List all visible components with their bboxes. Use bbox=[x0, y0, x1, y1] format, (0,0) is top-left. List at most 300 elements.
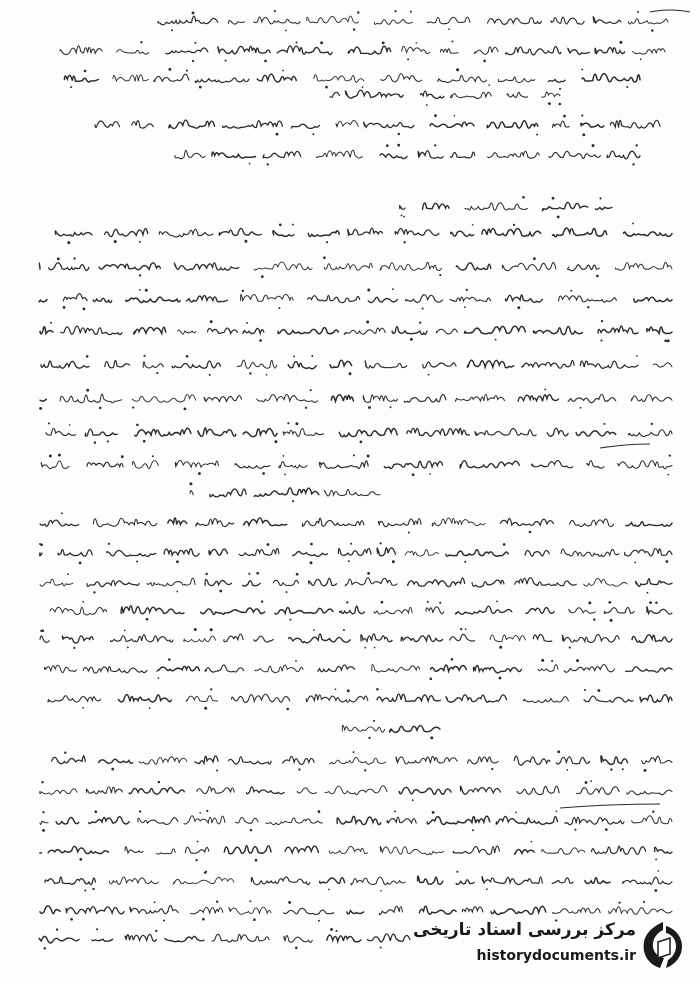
ink-stroke bbox=[239, 548, 279, 555]
handwritten-line bbox=[45, 870, 672, 892]
ink-stroke bbox=[390, 726, 440, 733]
ink-dot bbox=[274, 10, 276, 12]
ink-stroke bbox=[384, 461, 442, 468]
ink-stroke bbox=[320, 878, 345, 884]
ink-dot bbox=[127, 646, 129, 648]
ink-dot bbox=[381, 601, 384, 604]
ink-stroke bbox=[339, 428, 397, 436]
ink-dot bbox=[548, 102, 551, 105]
ink-stroke bbox=[190, 491, 193, 495]
ink-stroke bbox=[48, 696, 101, 702]
ink-dot bbox=[408, 532, 410, 534]
ink-dot bbox=[313, 629, 315, 631]
ink-dot bbox=[278, 307, 280, 309]
ink-stroke bbox=[406, 295, 443, 303]
ink-dot bbox=[566, 769, 568, 771]
ink-dot bbox=[140, 41, 142, 43]
ink-stroke bbox=[553, 121, 570, 127]
ink-stroke bbox=[584, 578, 628, 586]
handwritten-line bbox=[40, 572, 672, 594]
ink-stroke bbox=[83, 667, 147, 674]
ink-stroke bbox=[158, 16, 218, 25]
ink-dot bbox=[667, 474, 669, 476]
ink-dot bbox=[279, 223, 282, 226]
ink-dot bbox=[643, 901, 645, 903]
ink-dot bbox=[394, 810, 396, 812]
ink-dot bbox=[64, 751, 66, 753]
ink-stroke bbox=[105, 360, 130, 367]
ink-stroke bbox=[184, 636, 216, 642]
ink-dot bbox=[666, 560, 669, 563]
ink-stroke bbox=[507, 92, 528, 97]
ink-stroke bbox=[307, 16, 359, 23]
ink-dot bbox=[114, 240, 117, 243]
ink-stroke bbox=[237, 360, 276, 368]
ink-stroke bbox=[40, 579, 73, 586]
ink-stroke bbox=[380, 846, 443, 854]
ink-dot bbox=[111, 768, 114, 771]
ink-stroke bbox=[156, 849, 175, 854]
ink-stroke bbox=[647, 327, 672, 333]
ink-stroke bbox=[229, 907, 271, 914]
ink-dot bbox=[603, 423, 605, 425]
ink-dot bbox=[186, 70, 188, 72]
ink-stroke bbox=[263, 151, 301, 157]
ink-dot bbox=[259, 339, 262, 342]
ink-dot bbox=[124, 630, 126, 632]
ink-dot bbox=[597, 689, 600, 692]
ink-dot bbox=[593, 618, 595, 620]
ink-dot bbox=[330, 928, 333, 931]
ink-stroke bbox=[632, 635, 672, 643]
ink-stroke bbox=[164, 549, 199, 557]
ink-stroke bbox=[125, 934, 156, 941]
ink-stroke bbox=[542, 92, 560, 98]
ink-dot bbox=[637, 11, 639, 13]
ink-dot bbox=[250, 829, 252, 831]
ink-stroke bbox=[564, 665, 614, 673]
ink-stroke bbox=[631, 395, 672, 402]
ink-dot bbox=[288, 901, 291, 904]
ink-dot bbox=[335, 930, 337, 932]
handwritten-line bbox=[330, 84, 561, 106]
ink-dot bbox=[596, 275, 599, 278]
ink-dot bbox=[156, 372, 158, 374]
ink-stroke bbox=[431, 665, 467, 671]
ink-dot bbox=[143, 440, 146, 443]
ink-dot bbox=[312, 133, 314, 135]
watermark bbox=[413, 916, 688, 974]
ink-dot bbox=[581, 115, 583, 117]
ink-dot bbox=[430, 736, 433, 739]
ink-stroke bbox=[421, 91, 444, 98]
ink-stroke bbox=[118, 695, 171, 702]
ink-dot bbox=[84, 889, 86, 891]
ink-stroke bbox=[542, 848, 585, 854]
ink-stroke bbox=[85, 429, 117, 436]
ink-dot bbox=[343, 629, 345, 631]
ink-dot bbox=[93, 591, 95, 593]
ink-dot bbox=[367, 572, 370, 575]
ink-dot bbox=[242, 290, 244, 292]
ink-dot bbox=[651, 29, 654, 32]
ink-stroke bbox=[422, 203, 449, 209]
ink-dot bbox=[69, 424, 71, 426]
ink-stroke bbox=[401, 635, 443, 641]
ink-stroke bbox=[450, 297, 491, 301]
ink-dot bbox=[610, 768, 612, 770]
ink-stroke bbox=[446, 695, 507, 702]
ink-stroke bbox=[184, 816, 225, 824]
ink-stroke bbox=[514, 756, 550, 765]
ink-dot bbox=[419, 321, 421, 323]
ink-stroke bbox=[344, 328, 385, 334]
ink-dot bbox=[296, 573, 299, 576]
ink-stroke bbox=[474, 47, 498, 55]
ink-dot bbox=[397, 144, 400, 147]
ink-stroke bbox=[232, 694, 290, 702]
ink-dot bbox=[154, 901, 156, 903]
ink-dot bbox=[310, 561, 313, 564]
ink-stroke bbox=[191, 907, 223, 913]
ink-dot bbox=[364, 647, 366, 649]
ink-stroke bbox=[475, 428, 536, 435]
ink-stroke bbox=[224, 846, 271, 854]
ink-dot bbox=[646, 592, 648, 594]
ink-stroke bbox=[377, 548, 395, 556]
ink-stroke bbox=[186, 296, 227, 302]
ink-dot bbox=[667, 339, 670, 342]
ink-dot bbox=[261, 600, 263, 602]
ink-stroke bbox=[224, 634, 243, 641]
ink-dot bbox=[427, 601, 429, 603]
ink-dot bbox=[286, 708, 289, 711]
ink-stroke bbox=[441, 49, 459, 53]
ink-stroke bbox=[293, 552, 327, 557]
ink-dot bbox=[380, 890, 382, 892]
ink-dot bbox=[216, 901, 218, 903]
ink-stroke bbox=[569, 608, 596, 613]
ink-stroke bbox=[455, 394, 504, 401]
ink-dot bbox=[456, 68, 459, 71]
ink-dot bbox=[386, 144, 389, 147]
ink-stroke bbox=[615, 262, 672, 270]
ink-dot bbox=[139, 289, 141, 291]
ink-dot bbox=[335, 689, 337, 691]
ink-dot bbox=[191, 483, 193, 485]
ink-dot bbox=[216, 769, 218, 771]
ink-stroke bbox=[297, 788, 316, 794]
ink-dot bbox=[600, 198, 602, 200]
ink-stroke bbox=[168, 518, 187, 525]
ink-stroke bbox=[243, 429, 277, 437]
ink-stroke bbox=[465, 203, 527, 211]
ink-dot bbox=[284, 474, 286, 476]
ink-dot bbox=[155, 930, 157, 932]
ink-stroke bbox=[482, 229, 541, 237]
ink-dot bbox=[287, 422, 289, 424]
ink-dot bbox=[283, 455, 285, 457]
ink-dot bbox=[634, 561, 636, 563]
ink-dot bbox=[574, 829, 576, 831]
ink-dot bbox=[171, 29, 173, 31]
ink-stroke bbox=[340, 606, 365, 614]
ink-dot bbox=[410, 11, 412, 13]
ink-stroke bbox=[40, 789, 77, 794]
ink-dot bbox=[350, 543, 352, 545]
ink-dot bbox=[256, 572, 259, 575]
ink-stroke bbox=[218, 46, 270, 54]
ink-stroke bbox=[407, 578, 464, 587]
ink-dot bbox=[581, 68, 583, 70]
ink-stroke bbox=[40, 553, 42, 556]
ink-stroke bbox=[568, 48, 589, 54]
ink-stroke bbox=[175, 150, 205, 158]
ink-stroke bbox=[482, 877, 542, 885]
ink-dot bbox=[472, 224, 474, 226]
ink-dot bbox=[439, 602, 441, 604]
ink-stroke bbox=[283, 756, 315, 764]
ink-dot bbox=[465, 628, 467, 630]
ink-stroke bbox=[64, 75, 98, 82]
ink-dot bbox=[499, 646, 502, 649]
ink-stroke bbox=[565, 817, 624, 825]
ink-stroke bbox=[147, 578, 195, 586]
ink-dot bbox=[495, 339, 497, 341]
ink-stroke bbox=[235, 817, 258, 823]
ink-stroke bbox=[380, 262, 441, 270]
ink-dot bbox=[464, 306, 466, 308]
ink-stroke bbox=[533, 326, 582, 334]
ink-dot bbox=[163, 919, 165, 921]
ink-dot bbox=[176, 560, 179, 563]
ink-dot bbox=[585, 781, 588, 784]
handwritten-line bbox=[39, 928, 410, 950]
ink-stroke bbox=[399, 206, 405, 210]
ink-stroke bbox=[208, 328, 238, 333]
ink-stroke bbox=[165, 936, 204, 941]
ink-dot bbox=[483, 60, 486, 63]
ink-dot bbox=[559, 103, 562, 106]
handwritten-line bbox=[50, 600, 672, 622]
ink-dot bbox=[320, 41, 323, 44]
ink-stroke bbox=[178, 330, 196, 334]
ink-stroke bbox=[95, 121, 120, 128]
ink-dot bbox=[267, 163, 269, 165]
ink-dot bbox=[295, 660, 297, 662]
ink-dot bbox=[42, 630, 45, 633]
ink-stroke bbox=[345, 90, 403, 98]
ink-stroke bbox=[580, 361, 638, 368]
ink-stroke bbox=[601, 756, 628, 765]
ink-dot bbox=[286, 591, 288, 593]
ink-stroke bbox=[407, 428, 470, 436]
ink-dot bbox=[654, 889, 657, 892]
ink-stroke bbox=[625, 548, 672, 556]
ink-dot bbox=[210, 688, 212, 690]
ink-dot bbox=[267, 543, 270, 546]
ink-stroke bbox=[453, 846, 499, 854]
ink-stroke bbox=[532, 460, 573, 467]
ink-stroke bbox=[254, 262, 312, 270]
ink-dot bbox=[584, 689, 586, 691]
ink-stroke bbox=[585, 878, 610, 884]
ink-dot bbox=[67, 573, 69, 575]
ink-dot bbox=[318, 810, 321, 813]
ink-dot bbox=[205, 573, 207, 575]
ink-stroke bbox=[338, 549, 371, 556]
ink-dot bbox=[360, 441, 363, 444]
ink-stroke bbox=[634, 297, 672, 302]
ink-stroke bbox=[570, 519, 614, 527]
ink-stroke bbox=[542, 202, 587, 210]
ink-stroke bbox=[552, 878, 573, 884]
ink-stroke bbox=[432, 518, 485, 526]
handwritten-line bbox=[46, 422, 672, 444]
ink-stroke bbox=[284, 908, 334, 914]
ink-dot bbox=[669, 454, 671, 456]
ink-stroke bbox=[111, 635, 174, 642]
ink-stroke bbox=[348, 46, 390, 54]
handwritten-line bbox=[55, 222, 672, 244]
ink-stroke bbox=[438, 75, 487, 82]
ink-stroke bbox=[547, 428, 568, 436]
ink-dot bbox=[366, 321, 369, 324]
ink-stroke bbox=[604, 607, 634, 613]
ink-stroke bbox=[640, 695, 672, 703]
ink-dot bbox=[143, 355, 145, 357]
ink-stroke bbox=[107, 550, 156, 556]
ink-stroke bbox=[39, 263, 40, 269]
ink-stroke bbox=[316, 150, 362, 158]
ink-dot bbox=[466, 289, 468, 291]
ink-dot bbox=[219, 590, 222, 593]
ink-dot bbox=[209, 374, 211, 376]
ink-dot bbox=[632, 222, 634, 224]
ink-dot bbox=[353, 454, 355, 456]
ink-stroke bbox=[396, 756, 457, 764]
ink-stroke bbox=[40, 906, 60, 914]
ink-stroke bbox=[39, 936, 79, 943]
ink-stroke bbox=[488, 18, 542, 25]
ink-stroke bbox=[39, 300, 47, 302]
ink-dot bbox=[644, 769, 647, 772]
ink-dot bbox=[296, 42, 298, 44]
ink-stroke bbox=[87, 580, 139, 586]
ink-stroke bbox=[592, 846, 646, 854]
ink-stroke bbox=[423, 362, 456, 368]
ink-stroke bbox=[365, 361, 407, 368]
ink-dot bbox=[374, 647, 376, 649]
ink-stroke bbox=[487, 121, 538, 128]
ink-stroke bbox=[581, 123, 604, 127]
handwritten-line bbox=[40, 810, 672, 832]
ink-dot bbox=[349, 372, 352, 375]
ink-dot bbox=[244, 240, 247, 243]
ink-stroke bbox=[41, 461, 69, 469]
ink-dot bbox=[367, 289, 370, 292]
ink-dot bbox=[49, 454, 52, 457]
ink-dot bbox=[622, 768, 624, 770]
ink-stroke bbox=[186, 696, 218, 702]
ink-stroke bbox=[143, 362, 163, 368]
ink-dot bbox=[292, 500, 294, 502]
ink-stroke bbox=[45, 877, 95, 884]
ink-stroke bbox=[515, 578, 577, 586]
handwritten-line bbox=[189, 482, 380, 502]
ink-stroke bbox=[451, 231, 474, 236]
ink-dot bbox=[158, 781, 160, 783]
ink-dot bbox=[394, 10, 396, 12]
ink-dot bbox=[58, 454, 61, 457]
ink-dot bbox=[448, 28, 450, 30]
ink-dot bbox=[619, 41, 622, 44]
ink-stroke bbox=[626, 522, 672, 527]
ink-stroke bbox=[526, 608, 554, 614]
ink-dot bbox=[515, 812, 517, 814]
ink-stroke bbox=[284, 936, 312, 943]
ink-stroke bbox=[363, 395, 397, 402]
ink-dot bbox=[295, 947, 298, 950]
ink-dot bbox=[158, 677, 160, 679]
ink-dot bbox=[451, 41, 453, 43]
ink-dot bbox=[94, 441, 96, 443]
ink-dot bbox=[415, 42, 417, 44]
ink-stroke bbox=[273, 231, 294, 237]
ink-dot bbox=[605, 828, 608, 831]
ink-stroke bbox=[556, 757, 590, 764]
ink-stroke bbox=[430, 122, 474, 127]
ink-dot bbox=[192, 11, 195, 14]
ink-dot bbox=[44, 947, 46, 949]
ink-stroke bbox=[40, 399, 46, 401]
ink-stroke bbox=[291, 124, 319, 128]
ink-stroke bbox=[277, 46, 332, 55]
ink-dot bbox=[626, 86, 628, 88]
ink-stroke bbox=[336, 121, 358, 127]
ink-stroke bbox=[549, 151, 601, 158]
ink-dot bbox=[398, 133, 400, 135]
ink-dot bbox=[496, 601, 498, 603]
ink-stroke bbox=[468, 757, 499, 764]
ink-stroke bbox=[647, 607, 672, 614]
ink-stroke bbox=[126, 297, 180, 302]
ink-stroke bbox=[380, 154, 407, 159]
watermark-title: مرکز بررسی اسناد تاریخی bbox=[413, 920, 636, 940]
ink-stroke bbox=[117, 50, 149, 55]
ink-dot bbox=[655, 858, 657, 860]
ink-dot bbox=[56, 928, 58, 930]
ink-stroke bbox=[247, 787, 284, 794]
ink-dot bbox=[168, 658, 171, 661]
ink-stroke bbox=[506, 295, 543, 303]
ink-stroke bbox=[173, 877, 234, 884]
ink-dot bbox=[513, 224, 515, 226]
ink-dot bbox=[198, 472, 201, 475]
ink-stroke bbox=[129, 788, 184, 795]
ink-stroke bbox=[329, 846, 368, 853]
ink-stroke bbox=[650, 10, 690, 12]
ink-dot bbox=[376, 688, 379, 691]
ink-stroke bbox=[121, 606, 184, 614]
ink-stroke bbox=[289, 634, 351, 643]
ink-stroke bbox=[368, 934, 411, 942]
ink-stroke bbox=[506, 46, 562, 54]
ink-dot bbox=[79, 562, 82, 565]
ink-dot bbox=[368, 406, 371, 409]
ink-dot bbox=[587, 306, 589, 308]
ink-dot bbox=[655, 601, 657, 603]
